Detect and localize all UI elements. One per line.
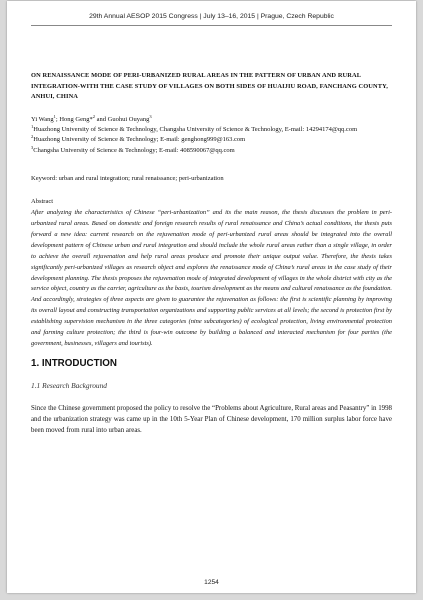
paper-title: ON RENAISSANCE MODE OF PERI-URBANIZED RURAL AREAS IN THE PATTERN OF URBAN AND RURAL INTEGRATION-WITH THE CASE STUDY OF VILLAGES ON BOTH SIDES OF HUAIJIU ROAD, FANCHANG COUNTY, ANHUI, CHINA <box>31 72 388 100</box>
author-1: Yi Wang <box>31 115 54 123</box>
affiliation-3-text: Changsha University of Science & Technology; E-mail: 408590067@qq.com <box>33 146 235 154</box>
author-2: ; Hong Geng* <box>55 115 93 123</box>
affiliation-2 <box>31 135 392 145</box>
subsection-heading: 1.1 Research Background <box>31 380 108 390</box>
paper-page <box>7 1 416 593</box>
abstract-text: After analyzing the characteristics of Chinese “peri-urbanization” and its the main reason, the thesis discusses the problem in peri-urbanized rural areas. Based on domestic and foreign research results of rural renaissance and China’s actual conditions, the thesis puts forward a new idea: current research on the rejuvenation mode of peri-urbanized rural areas should be integrated into the overall development pattern of Chinese urban and rural integration and should include the whole rural areas rather than a single village, in order to achieve the overall rejuvenation and help rural areas produce and promote their unique output value. Therefore, the thesis takes significantly peri-urbanized villages as research object and explores the renaissance mode of China’s rural areas in the case study of their development planning. The thesis proposes the rejuvenation mode of integrated development of villages in the whole district with city as the service object, country as the carrier, agriculture as the basis, tourism development as the means and cultural renaissance as the foundation. And accordingly, strategies of three aspects are given to guarantee the rejuvenation as follows: the first is scientific planning by improving its overall layout and constructing transportation organizations and supporting public services at all levels; the second is protection first by establishing supervision mechanism in the three categories (nine subcategories) of ecological protection, living environmental protection and farming culture protection; the third is four-win outcome by building a balanced and interacted mechanism for four parties (the government, businesses, villagers and tourists). <box>31 209 392 347</box>
page-content <box>31 71 392 437</box>
affiliation-2-text: Huazhong University of Science & Technology; E-mail: genghong999@163.com <box>33 136 246 144</box>
author-3: and Guohui Ouyang <box>95 115 150 123</box>
affiliation-1-sup: 1 <box>31 123 34 129</box>
affiliation-1-text: Huazhong University of Science & Technology, Changsha University of Science & Technology, E-mail: 14294174@qq.com <box>33 125 358 133</box>
author-3-sup: 3 <box>149 113 152 119</box>
keywords: Keyword: urban and rural integration; rural renaissance; peri-urbanization <box>31 175 224 183</box>
running-header: 29th Annual AESOP 2015 Congress | July 13–16, 2015 | Prague, Czech Republic <box>89 13 334 20</box>
affiliation-3-sup: 3 <box>31 144 34 150</box>
affiliation-1 <box>31 125 392 135</box>
header-rule <box>31 25 392 26</box>
page-number: 1254 <box>204 579 219 586</box>
author-1-sup: 1 <box>53 113 56 119</box>
abstract-heading: Abstract <box>31 198 54 206</box>
affiliation-2-sup: 2 <box>31 134 34 140</box>
section-heading: 1. INTRODUCTION <box>31 357 117 369</box>
author-line <box>31 115 392 125</box>
author-2-sup: 2 <box>92 113 95 119</box>
body-paragraph: Since the Chinese government proposed the policy to resolve the “Problems about Agriculture, Rural areas and Peasantry” in 1998 and the urbanization strategy was came up in the 10th 5-Year Plan of Chinese development, 170 million surplus labor force have been moved from rural into urban areas. <box>31 404 392 434</box>
affiliation-3 <box>31 146 392 156</box>
